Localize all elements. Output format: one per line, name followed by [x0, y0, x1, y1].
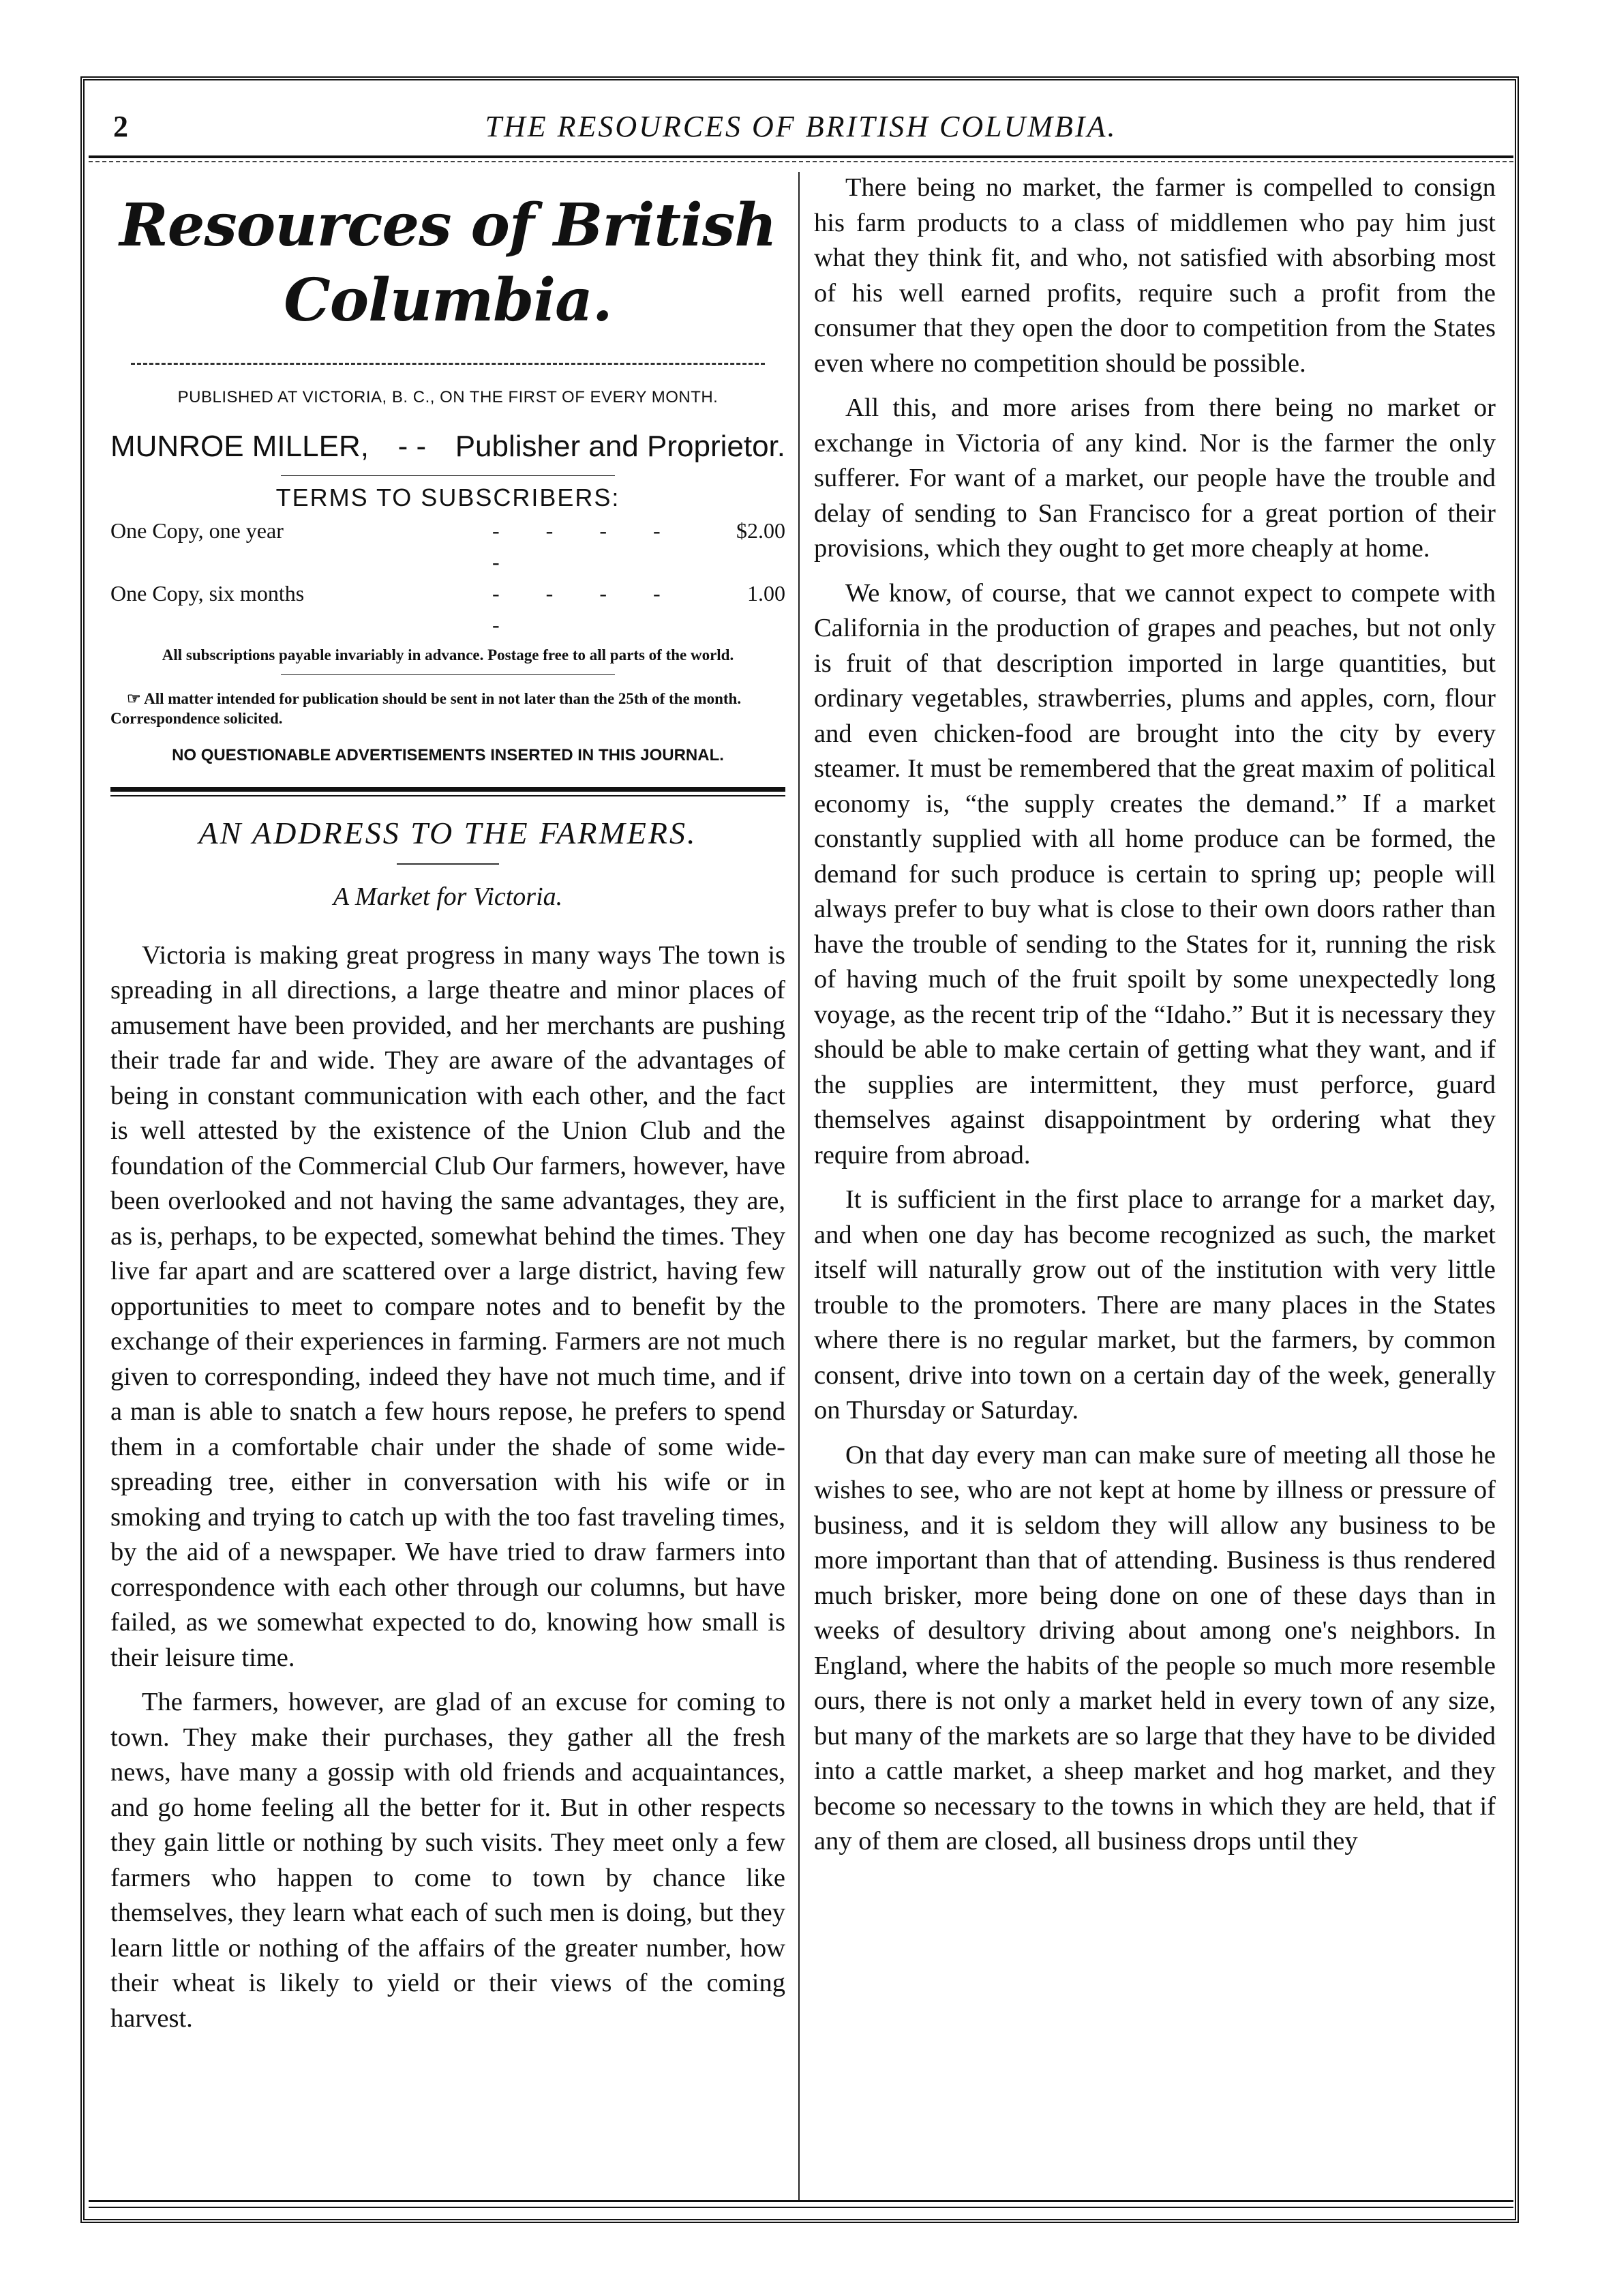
masthead-dashed-rule: [131, 363, 765, 365]
matter-note: ☞ All matter intended for publication should be sent in not later than the 25th of the month. Correspondence solicited.: [110, 690, 742, 727]
publisher-line: [110, 428, 785, 466]
running-title: THE RESOURCES OF BRITISH COLUMBIA.: [485, 110, 1117, 143]
publisher-name: MUNROE MILLER,: [110, 429, 369, 463]
price-amount: $2.00: [736, 518, 785, 543]
article-paragraph: It is sufficient in the first place to arrange for a market day, and when one day has become recognized as such, the market itself will naturally grow out of the institution with very little trouble to the promoters. There are many places in the States where there is no regular market, but the farmers, by common consent, drive into town on a certain day of the week, generally on Thursday or Saturday.: [814, 1185, 1496, 1425]
publication-line: PUBLISHED AT VICTORIA, B. C., ON THE FIRST OF EVERY MONTH.: [177, 388, 719, 406]
article-paragraph: Victoria is making great progress in many ways The town is spreading in all directions, a large theatre and minor places of amusement have been provided, and her merchants are pushing their trade far and wide. They are aware of the advantages of being in constant communication with each other, and the fact is well attested by the existence of the Union Club and the foundation of the Commercial Club Our farmers, however, have been overlooked and not having the same advantages, they are, as is, perhaps, to be expected, somewhat behind the times. They live far apart and are scattered over a large district, having few opportunities to meet to compare notes and to benefit by the exchange of their experiences in farming. Farmers are not much given to corresponding, indeed they have not much time, and if a man is able to snatch a few hours repose, he prefers to spend them in a comfortable chair under the shade of some wide-spreading tree, either in conversation with his wife or in smoking and trying to catch up with the too fast traveling times, by the aid of a newspaper. We have tried to draw farmers into correspondence with each other through our columns, but have failed, as we somewhat expected to do, knowing how small is their leisure time.: [110, 940, 785, 1672]
price-row: [110, 515, 785, 578]
article-title: AN ADDRESS TO THE FARMERS.: [198, 815, 697, 850]
price-dots: - - - - -: [492, 518, 681, 574]
article-paragraph: All this, and more arises from there being no market or exchange in Victoria of any kind. Nor is the farmer the only sufferer. For want of a market, our people have the trouble and delay of sending to San Francisco for a great portion of their provisions, which they ought to get more cheaply at home.: [814, 393, 1496, 563]
price-row: [110, 578, 785, 640]
masthead-thick-rule: [110, 787, 785, 792]
note-rule: [281, 674, 615, 675]
bottom-rule-inner: [89, 2207, 1513, 2208]
masthead-title: Resources of British Columbia.: [119, 191, 776, 335]
article-paragraph: There being no market, the farmer is compelled to consign his farm products to a class of middlemen who pay him just what they think fit, and who, not satisfied with absorbing most of his well earned profits, require such a profit from the consumer that they open the door to competition from the States even where no competition should be possible.: [814, 173, 1496, 378]
bottom-rule: [89, 2200, 1513, 2202]
article-paragraph: We know, of course, that we cannot expect to compete with California in the production of grapes and peaches, but not only is fruit of that description imported in large quantities, but ordinary vegetables, strawberries, plums and apples, corn, flour and even chicken-food are brought into the city by every steamer. It must be remembered that the great maxim of political economy is, “the supply creates the demand.” If a market constantly supplied with all home produce can be formed, the demand for such produce is certain to spring up; people will always prefer to buy what is close to their own doors rather than have the trouble of sending to the States for it, running the risk of having much of the fruit spoilt by some unexpectedly long voyage, as the recent trip of the “Idaho.” But it is necessary they should be able to make certain of getting what they want, and if the supplies are intermittent, they must perforce, guard themselves against disappointment by ordering what they require from abroad.: [814, 578, 1496, 1169]
article-subtitle: A Market for Victoria.: [333, 882, 563, 911]
masthead-thin-rule: [110, 795, 785, 796]
header-rule: [89, 155, 1513, 158]
right-column: [814, 170, 1496, 1860]
article-title-rule: [397, 863, 499, 865]
publisher-separator: - -: [397, 429, 427, 463]
terms-heading: TERMS TO SUBSCRIBERS:: [275, 483, 620, 511]
price-label: One Copy, one year: [110, 518, 284, 543]
subscription-note: All subscriptions payable invariably in advance. Postage free to all parts of the world.: [162, 646, 734, 664]
publisher-role: Publisher and Proprietor.: [455, 429, 785, 463]
page-number: 2: [113, 110, 128, 143]
terms-rule: [281, 475, 615, 476]
price-dots: - - - - -: [492, 581, 681, 637]
page-header: [95, 102, 1507, 157]
article-paragraph: On that day every man can make sure of meeting all those he wishes to see, who are not kept at home by illness or pressure of business, and it is seldom they will allow any business to be more important than that of attending. Business is thus rendered much brisker, more being done on one of these days than in weeks of desultory driving about among one's neighbors. In England, where the habits of the people so much more resemble ours, there is not only a market held in every town of any size, but many of the markets are so large that they have to be divided into a cattle market, a sheep market and hog market, and they become so necessary to the towns in which they are held, that if any of them are closed, all business drops until they: [814, 1440, 1496, 1855]
column-divider: [798, 172, 800, 2201]
price-amount: 1.00: [747, 581, 785, 606]
advertising-notice: NO QUESTIONABLE ADVERTISEMENTS INSERTED IN THIS JOURNAL.: [172, 746, 724, 764]
price-label: One Copy, six months: [110, 581, 305, 606]
left-column: [110, 170, 785, 2036]
article-paragraph: The farmers, however, are glad of an excuse for coming to town. They make their purchases, they gather all the fresh news, have many a gossip with old friends and acquaintances, and go home feeling all the better for it. But in other respects they gain little or nothing by such visits. They meet only a few farmers who happen to come to town by chance like themselves, they learn what each of such men is doing, but they learn little or nothing of the affairs of the greater number, how their wheat is likely to yield or their views of the coming harvest.: [110, 1688, 785, 2033]
header-dashed-rule: [89, 161, 1513, 162]
